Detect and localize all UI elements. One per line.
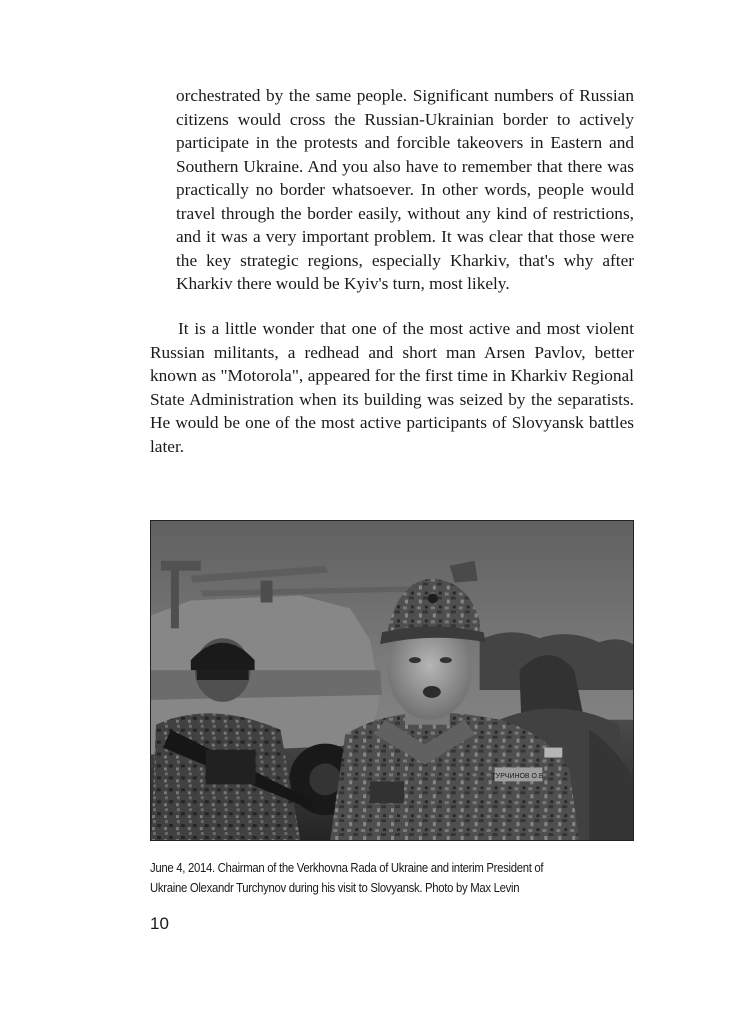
photo-image	[151, 521, 633, 840]
uniform-name-tag: ТУРЧИНОВ О.В.	[491, 772, 546, 780]
photo-caption	[150, 858, 632, 898]
caption-line-2: Ukraine Olexandr Turchynov during his visit to Slovyansk. Photo by Max Levin	[150, 880, 520, 895]
page-number: 10	[150, 914, 169, 933]
body-paragraph: It is a little wonder that one of the most active and most violent Russian militants, a redhead and short man Arsen Pavlov, better known as "Motorola", appeared for the first time in Kharkiv Regional State Administration when its building was seized by the separatists. He would be one of the most active participants of Slovyansk battles later.	[150, 319, 634, 456]
photograph	[150, 520, 634, 841]
block-quote: orchestrated by the same people. Significant numbers of Russian citizens would cross the Russian-Ukrainian border to actively participate in the protests and forcible takeovers in Eastern and Southern Ukraine. And you also have to remember that there was practically no border whatsoever. In other words, people would travel through the border easily, without any kind of restrictions, and it was a very important problem. It was clear that those were the key strategic regions, especially Kharkiv, that's why after Kharkiv there would be Kyiv's turn, most likely.	[176, 86, 634, 293]
caption-line-1: June 4, 2014. Chairman of the Verkhovna Rada of Ukraine and interim President of	[150, 860, 544, 875]
